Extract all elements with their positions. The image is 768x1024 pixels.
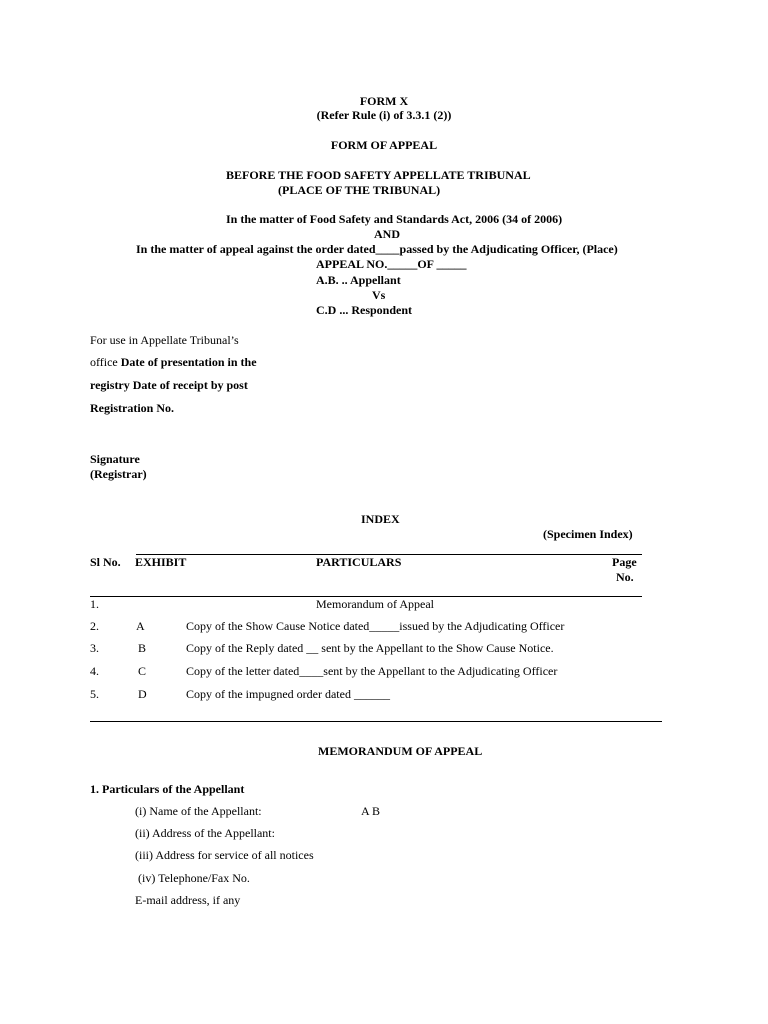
row-number: 3.	[90, 641, 99, 655]
section-particulars-title: 1. Particulars of the Appellant	[90, 782, 245, 796]
form-of-appeal: FORM OF APPEAL	[330, 138, 438, 152]
memorandum-title: MEMORANDUM OF APPEAL	[318, 744, 483, 758]
row-number: 4.	[90, 664, 99, 678]
form-title: FORM X	[359, 94, 409, 108]
and-text: AND	[374, 227, 400, 241]
appellant-line: A.B. .. Appellant	[316, 273, 401, 287]
table-row	[90, 687, 650, 703]
appellant-address-label: (ii) Address of the Appellant:	[135, 826, 275, 840]
row-particulars: Copy of the Show Cause Notice dated_____issued by the Adjudicating Officer	[186, 619, 565, 633]
row-particulars: Copy of the letter dated____sent by the Appellant to the Adjudicating Officer	[186, 664, 558, 678]
office-use-line2	[90, 355, 257, 369]
table-row	[90, 619, 650, 635]
office-use-line1: For use in Appellate Tribunal’s	[90, 333, 239, 347]
row-exhibit: D	[138, 687, 147, 701]
table-row	[90, 597, 650, 613]
col-page-line1: Page	[612, 555, 637, 569]
office-use-line2-plain: office	[90, 355, 121, 369]
appeal-number: APPEAL NO._____OF _____	[316, 257, 467, 271]
row-exhibit: A	[136, 619, 145, 633]
col-particulars: PARTICULARS	[316, 555, 402, 569]
row-number: 1.	[90, 597, 99, 611]
office-use-line3: registry Date of receipt by post	[90, 378, 248, 392]
matter-act: In the matter of Food Safety and Standards Act, 2006 (34 of 2006)	[226, 212, 563, 226]
row-exhibit: C	[138, 664, 147, 678]
refer-rule: (Refer Rule (i) of 3.3.1 (2))	[316, 108, 452, 122]
office-use-line2-bold: Date of presentation in the	[120, 355, 257, 369]
email-label: E-mail address, if any	[135, 893, 241, 907]
specimen-index: (Specimen Index)	[543, 527, 633, 541]
index-bottom-rule	[90, 721, 662, 722]
respondent-line: C.D ... Respondent	[316, 303, 413, 317]
index-title: INDEX	[361, 512, 400, 526]
tribunal-place: (PLACE OF THE TRIBUNAL)	[278, 183, 441, 197]
table-row	[90, 641, 650, 657]
signature-role: (Registrar)	[90, 467, 147, 481]
col-exhibit: EXHIBIT	[135, 555, 187, 569]
signature-label: Signature	[90, 452, 140, 466]
row-particulars: Memorandum of Appeal	[316, 597, 434, 611]
row-exhibit: B	[138, 641, 147, 655]
row-number: 5.	[90, 687, 99, 701]
row-particulars: Copy of the Reply dated __ sent by the Appellant to the Show Cause Notice.	[186, 641, 554, 655]
vs-text: Vs	[372, 288, 386, 302]
office-use-line4: Registration No.	[90, 401, 174, 415]
row-number: 2.	[90, 619, 99, 633]
row-particulars: Copy of the impugned order dated ______	[186, 687, 390, 701]
col-page-line2: No.	[616, 570, 634, 584]
appellant-name-value: A B	[361, 804, 381, 818]
appellant-name-label: (i) Name of the Appellant:	[135, 804, 262, 818]
tribunal-heading: BEFORE THE FOOD SAFETY APPELLATE TRIBUNAL	[226, 168, 531, 182]
telephone-fax-label: (iv) Telephone/Fax No.	[135, 871, 250, 885]
table-row	[90, 664, 650, 680]
service-address-label: (iii) Address for service of all notices	[135, 848, 314, 862]
col-sl-no: Sl No.	[90, 555, 121, 569]
matter-appeal: In the matter of appeal against the order dated____passed by the Adjudicating Officer, (Place)	[136, 242, 618, 256]
